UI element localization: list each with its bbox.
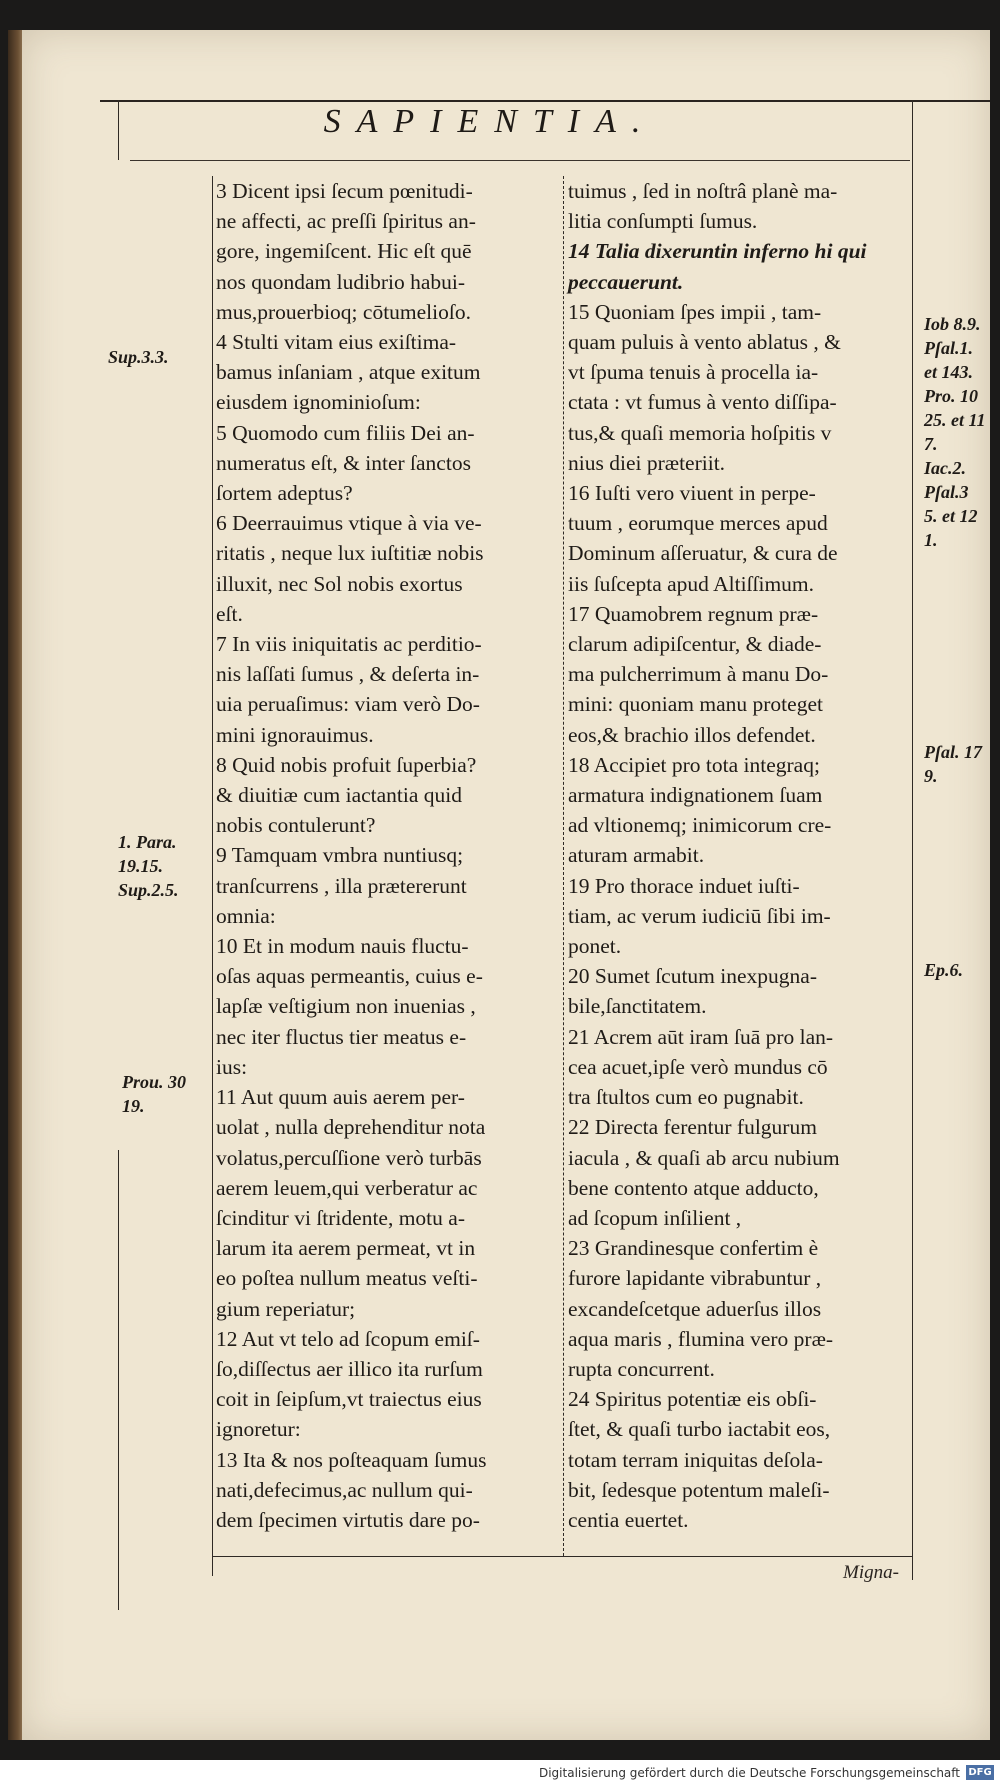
- note-line: Iac.2.: [924, 458, 966, 478]
- right-margin-note-1: [924, 312, 986, 552]
- note-line: et 143.: [924, 362, 973, 382]
- text-line: 4 Stulti vitam eius exiſtima-: [216, 330, 457, 355]
- left-margin-note-2: [118, 830, 179, 902]
- text-line: peccauerunt.: [568, 269, 684, 294]
- text-line: 20 Sumet ſcutum inexpugna-: [568, 964, 818, 989]
- dfg-logo: DFG: [966, 1765, 994, 1780]
- text-line: oſas aquas permeantis, cuius e-: [216, 964, 483, 989]
- frame-text-left: [212, 176, 213, 1576]
- text-line: 21 Acrem aūt iram ſuā pro lan-: [568, 1024, 834, 1049]
- text-line: aturam armabit.: [568, 843, 705, 868]
- text-line: dem ſpecimen virtutis dare po-: [216, 1507, 480, 1532]
- text-line: mini: quoniam manu proteget: [568, 692, 823, 717]
- text-line: clarum adipiſcentur, & diade-: [568, 632, 822, 657]
- text-line: nos quondam ludibrio habui-: [216, 269, 466, 294]
- text-line: tuimus , ſed in noſtrâ planè ma-: [568, 179, 838, 203]
- text-line: eo poſtea nullum meatus veſti-: [216, 1266, 478, 1291]
- text-line: nobis contulerunt?: [216, 813, 376, 838]
- text-line: gium reperiatur;: [216, 1296, 356, 1321]
- text-line: ctata : vt fumus à vento diſſipa-: [568, 390, 837, 415]
- text-line: 3 Dicent ipsi ſecum pœnitudi-: [216, 179, 473, 203]
- catchword: Migna-: [843, 1562, 899, 1583]
- text-line: nec iter fluctus tier meatus e-: [216, 1024, 467, 1049]
- text-line: volatus,percuſſione verò turbās: [216, 1145, 482, 1170]
- text-line: 14 Talia dixeruntin inferno hi qui: [568, 239, 867, 264]
- text-line: omnia:: [216, 903, 276, 928]
- text-line: iacula , & quaſi ab arcu nubium: [568, 1145, 840, 1170]
- text-line: & diuitiæ cum iactantia quid: [216, 783, 463, 808]
- text-line: nius diei præteriit.: [568, 450, 726, 475]
- note-line: 9.: [924, 766, 938, 786]
- text-line: mini ignorauimus.: [216, 722, 374, 747]
- text-line: furore lapidante vibrabuntur ,: [568, 1266, 822, 1291]
- text-line: rupta concurrent.: [568, 1356, 715, 1381]
- note-line: Pſal.3: [924, 482, 969, 502]
- right-margin-note-3: [924, 958, 963, 982]
- frame-left-upper: [118, 100, 119, 160]
- text-line: 18 Accipiet pro tota integraq;: [568, 752, 820, 777]
- frame-text-right: [912, 100, 913, 1580]
- text-line: ignoretur:: [216, 1417, 301, 1442]
- text-line: tuum , eorumque merces apud: [568, 511, 828, 536]
- note-line: 1.: [924, 530, 938, 550]
- text-line: ad ſcopum inſilient ,: [568, 1205, 742, 1230]
- text-line: nati,defecimus,ac nullum qui-: [216, 1477, 473, 1502]
- note-line: Pro. 10: [924, 386, 978, 406]
- note-line: 7.: [924, 434, 938, 454]
- text-line: excandeſcetque aduerſus illos: [568, 1296, 822, 1321]
- text-line: illuxit, nec Sol nobis exortus: [216, 571, 463, 596]
- text-line: vt ſpuma tenuis à procella ia-: [568, 360, 819, 385]
- text-line: bile,ſanctitatem.: [568, 994, 707, 1019]
- note-line: Sup.2.5.: [118, 880, 179, 900]
- text-line: gore, ingemiſcent. Hic eſt quē: [216, 239, 472, 264]
- text-line: tiam, ac verum iudiciū ſibi im-: [568, 903, 831, 928]
- text-line: ſtet, & quaſi turbo iactabit eos,: [568, 1417, 831, 1442]
- text-line: coit in ſeipſum,vt traiectus eius: [216, 1387, 482, 1412]
- text-line: 12 Aut vt telo ad ſcopum emiſ-: [216, 1326, 480, 1351]
- note-line: Prou. 30: [122, 1072, 187, 1092]
- text-line: tranſcurrens , illa prætererunt: [216, 873, 467, 898]
- text-line: 7 In viis iniquitatis ac perditio-: [216, 632, 482, 657]
- frame-left-lower: [118, 1150, 119, 1610]
- text-line: 19 Pro thorace induet iuſti-: [568, 873, 800, 898]
- note-line: Pſal. 17: [924, 742, 982, 762]
- text-line: bit, ſedesque potentum maleſi-: [568, 1477, 830, 1502]
- text-line: ne affecti, ac preſſi ſpiritus an-: [216, 209, 476, 234]
- text-line: eſt.: [216, 601, 243, 626]
- text-line: numeratus eſt, & inter ſanctos: [216, 450, 471, 475]
- note-line: Ep.6.: [924, 960, 964, 980]
- text-line: uolat , nulla deprehenditur nota: [216, 1115, 486, 1140]
- text-line: bamus inſaniam , atque exitum: [216, 360, 481, 385]
- text-line: 11 Aut quum auis aerem per-: [216, 1085, 465, 1110]
- text-line: quam puluis à vento ablatus , &: [568, 330, 841, 355]
- text-line: ritatis , neque lux iuſtitiæ nobis: [216, 541, 484, 566]
- text-line: ſcinditur vi ſtridente, motu a-: [216, 1205, 465, 1230]
- text-line: mus,prouerbioq; cōtumelioſo.: [216, 299, 471, 324]
- digitization-credit: Digitalisierung gefördert durch die Deutsche Forschungsgemeinschaft: [538, 1766, 960, 1780]
- text-line: armatura indignationem ſuam: [568, 783, 823, 808]
- text-line: lapſæ veſtigium non inuenias ,: [216, 994, 476, 1019]
- frame-bottom-rule: [212, 1556, 912, 1557]
- text-line: nis laſſati ſumus , & deſerta in-: [216, 662, 480, 687]
- text-line: 15 Quoniam ſpes impii , tam-: [568, 299, 822, 324]
- text-line: 23 Grandinesque confertim è: [568, 1236, 819, 1261]
- left-margin-note-1: [108, 345, 169, 369]
- text-line: 9 Tamquam vmbra nuntiusq;: [216, 843, 464, 868]
- text-line: 10 Et in modum nauis fluctu-: [216, 934, 469, 959]
- text-line: ius:: [216, 1054, 248, 1079]
- text-line: bene contento atque adducto,: [568, 1175, 819, 1200]
- right-margin-note-2: [924, 740, 982, 788]
- text-line: aerem leuem,qui verberatur ac: [216, 1175, 478, 1200]
- text-line: iis ſuſcepta apud Altiſſimum.: [568, 571, 815, 596]
- text-line: centia euertet.: [568, 1507, 689, 1532]
- text-line: eos,& brachio illos defendet.: [568, 722, 816, 747]
- text-line: larum ita aerem permeat, vt in: [216, 1236, 476, 1261]
- text-line: 17 Quamobrem regnum præ-: [568, 601, 819, 626]
- text-line: 13 Ita & nos poſteaquam ſumus: [216, 1447, 487, 1472]
- text-line: aqua maris , flumina vero præ-: [568, 1326, 834, 1351]
- text-line: ma pulcherrimum à manu Do-: [568, 662, 829, 687]
- note-line: 19.15.: [118, 856, 163, 876]
- text-line: 24 Spiritus potentiæ eis obſi-: [568, 1387, 817, 1412]
- text-line: 16 Iuſti vero viuent in perpe-: [568, 481, 816, 506]
- column-divider: [563, 176, 564, 1556]
- text-line: 5 Quomodo cum filiis Dei an-: [216, 420, 475, 445]
- text-line: 8 Quid nobis profuit ſuperbia?: [216, 752, 477, 777]
- text-line: Dominum aſſeruatur, & cura de: [568, 541, 838, 566]
- text-line: uia peruaſimus: viam verò Do-: [216, 692, 480, 717]
- text-column-left: [216, 176, 560, 1535]
- text-line: totam terram iniquitas deſola-: [568, 1447, 823, 1472]
- note-line: 19.: [122, 1096, 145, 1116]
- note-line: 25. et 11: [924, 410, 986, 430]
- top-rule: [100, 100, 990, 102]
- text-line: tus,& quaſi memoria hoſpitis v: [568, 420, 832, 445]
- text-line: tra ſtultos cum eo pugnabit.: [568, 1085, 804, 1110]
- text-line: eiusdem ignominioſum:: [216, 390, 421, 415]
- running-title: SAPIENTIA.: [323, 103, 657, 140]
- text-column-right: [568, 176, 908, 1535]
- text-line: cea acuet,ipſe verò mundus cō: [568, 1054, 828, 1079]
- text-line: litia conſumpti ſumus.: [568, 209, 758, 234]
- text-line: ponet.: [568, 934, 622, 959]
- title-rule: [130, 160, 910, 161]
- text-line: 22 Directa ferentur fulgurum: [568, 1115, 817, 1140]
- note-line: Iob 8.9.: [924, 314, 981, 334]
- text-line: ſo,diſſectus aer illico ita rurſum: [216, 1356, 483, 1381]
- note-line: 5. et 12: [924, 506, 978, 526]
- left-margin-note-3: [122, 1070, 186, 1118]
- note-line: Sup.3.3.: [108, 347, 169, 367]
- text-line: ad vltionemq; inimicorum cre-: [568, 813, 832, 838]
- text-line: ſortem adeptus?: [216, 481, 353, 506]
- note-line: 1. Para.: [118, 832, 177, 852]
- text-line: 6 Deerrauimus vtique à via ve-: [216, 511, 482, 536]
- note-line: Pſal.1.: [924, 338, 973, 358]
